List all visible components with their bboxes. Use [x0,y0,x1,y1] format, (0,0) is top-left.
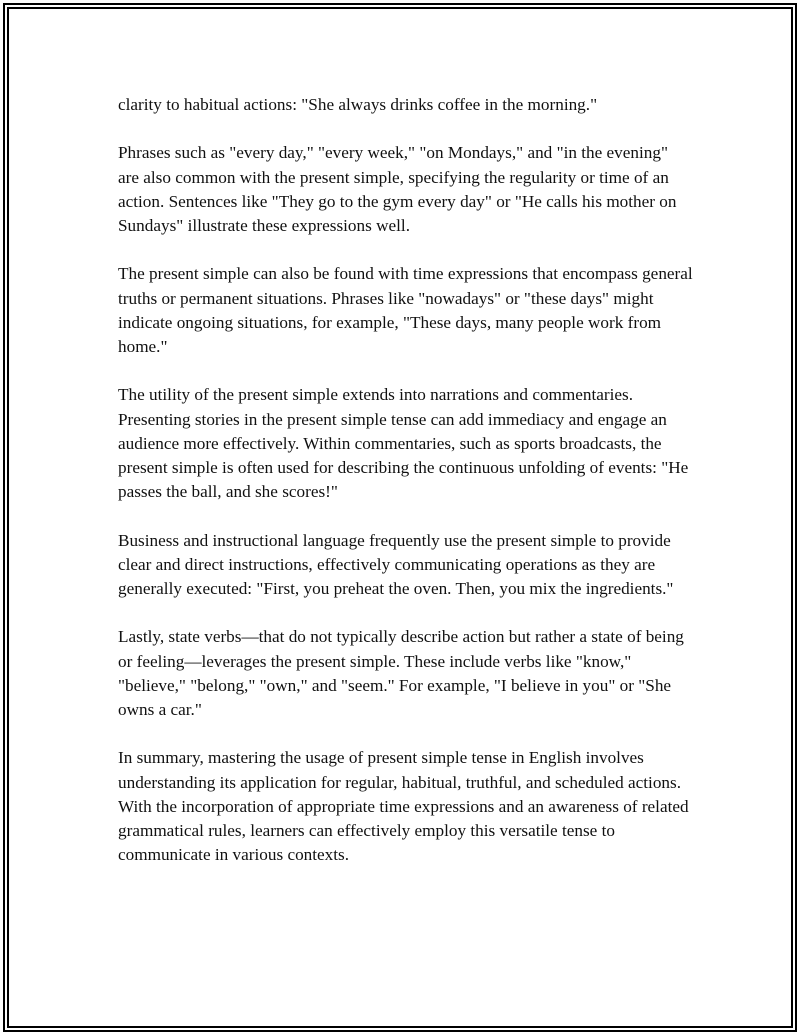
paragraph-instructional-language: Business and instructional language frequently use the present simple to provide clear and direct instructions, effectively communicating operations as they are generally executed: "First, you preheat the oven. Then, you mix the ingredients." [118,530,674,598]
paragraph-general-truths: The present simple can also be found with time expressions that encompass general truths or permanent situations. Phrases like "nowadays" or "these days" might indicate ongoing situations, for example, "These days, many people work from home." [118,264,693,356]
document-body [118,93,693,892]
paragraph-narrations-commentaries: The utility of the present simple extends into narrations and commentaries. Presenting stories in the present simple tense can add immediacy and engage an audience more effectively. Within commentaries, such as sports broadcasts, the present simple is often used for describing the continuous unfolding of events: "He passes the ball, and she scores!" [118,385,689,502]
paragraph-frequency-phrases: Phrases such as "every day," "every week," "on Mondays," and "in the evening" are also common with the present simple, specifying the regularity or time of an action. Sentences like "They go to the gym every day" or "He calls his mother on Sundays" illustrate these expressions well. [118,143,677,235]
paragraph-summary: In summary, mastering the usage of present simple tense in English involves understanding its application for regular, habitual, truthful, and scheduled actions. With the incorporation of appropriate time expressions and an awareness of related grammatical rules, learners can effectively employ this versatile tense to communicate in various contexts. [118,748,689,865]
paragraph-habitual-actions: clarity to habitual actions: "She always drinks coffee in the morning." [118,95,598,114]
paragraph-state-verbs: Lastly, state verbs—that do not typically describe action but rather a state of being or feeling—leverages the present simple. These include verbs like "know," "believe," "belong," "own," and "seem." For example, "I believe in you" or "She owns a car." [118,627,684,719]
